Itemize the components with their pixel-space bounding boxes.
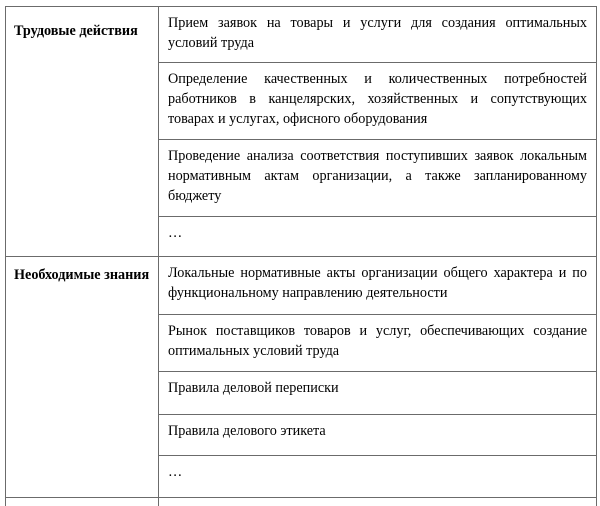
table-cell-ellipsis: … <box>159 456 597 498</box>
table-cell-empty <box>159 498 597 506</box>
table-row <box>6 257 597 315</box>
requirements-table <box>5 6 597 506</box>
table-row-partial <box>6 498 597 506</box>
table-cell-ellipsis: … <box>159 217 597 257</box>
table-cell: Правила деловой переписки <box>159 372 597 415</box>
table-cell: Прием заявок на товары и услуги для создания оптимальных условий труда <box>159 7 597 63</box>
table-row <box>6 7 597 63</box>
table-cell-empty <box>6 498 159 506</box>
section-heading-required-knowledge: Необходимые знания <box>6 257 159 498</box>
table-cell: Определение качественных и количественных потребностей работников в канцелярских, хозяйственных и сопутствующих товарах и услугах, офисного оборудования <box>159 63 597 140</box>
table-cell: Проведение анализа соответствия поступивших заявок локальным нормативным актам организации, а также запланированному бюджету <box>159 140 597 217</box>
table-cell: Правила делового этикета <box>159 415 597 456</box>
table-cell: Рынок поставщиков товаров и услуг, обеспечивающих создание оптимальных условий труда <box>159 315 597 372</box>
section-heading-labor-actions: Трудовые действия <box>6 7 159 257</box>
table-cell: Локальные нормативные акты организации общего характера и по функциональному направлению деятельности <box>159 257 597 315</box>
